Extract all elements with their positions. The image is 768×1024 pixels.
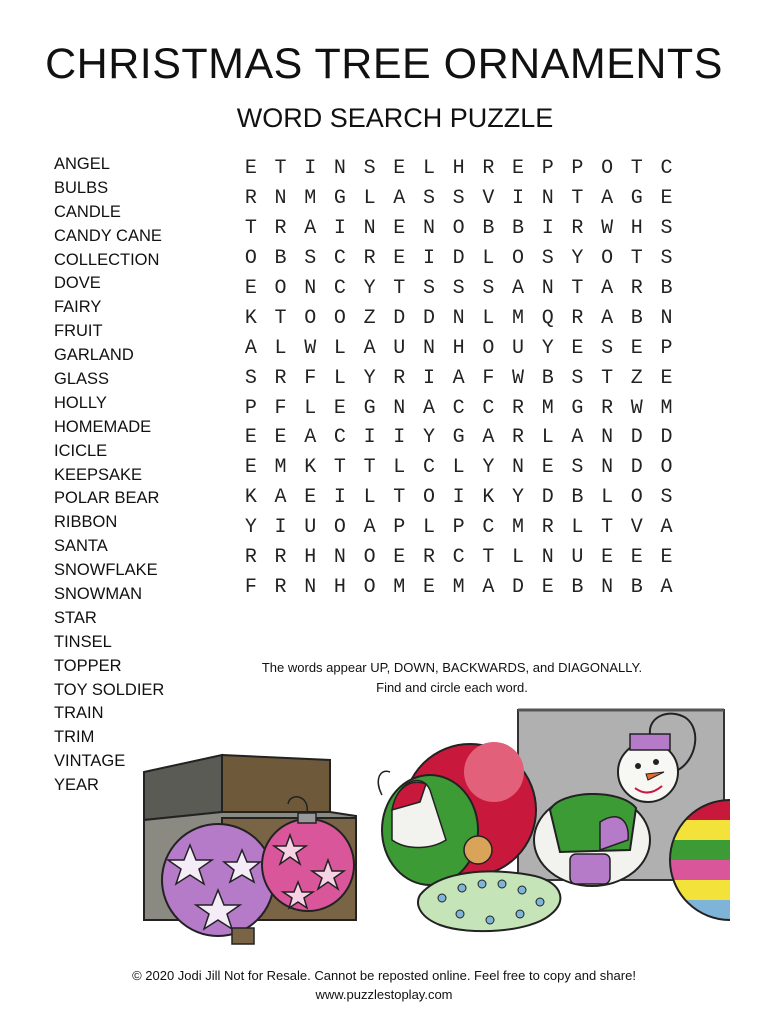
grid-letter[interactable]: E (393, 217, 406, 241)
grid-letter[interactable]: W (304, 336, 317, 360)
word-list-item: SANTA (54, 537, 108, 556)
word-list-item: TOPPER (54, 656, 122, 675)
word-list-item: HOMEMADE (54, 417, 152, 436)
grid-letter[interactable]: O (482, 336, 495, 360)
grid-letter[interactable]: C (333, 277, 346, 300)
grid-letter[interactable]: E (393, 157, 406, 181)
grid-letter[interactable]: E (244, 456, 257, 480)
grid-letter[interactable]: L (422, 516, 435, 540)
grid-letter[interactable]: O (422, 486, 435, 510)
grid-letter[interactable]: V (482, 187, 495, 211)
grid-letter[interactable]: M (393, 575, 406, 599)
grid-letter[interactable]: T (274, 157, 287, 181)
grid-letter[interactable]: L (363, 486, 376, 510)
grid-letter[interactable]: D (512, 575, 525, 599)
grid-letter[interactable]: N (541, 277, 554, 300)
grid-letter[interactable]: E (244, 277, 257, 300)
grid-letter[interactable]: A (422, 396, 435, 420)
grid-letter[interactable]: Z (363, 306, 376, 330)
grid-letter[interactable]: S (452, 187, 465, 211)
grid-letter[interactable]: U (393, 336, 406, 360)
grid-letter[interactable]: R (422, 546, 435, 570)
grid-letter[interactable]: I (452, 486, 465, 510)
footer (0, 966, 768, 1004)
word-list-item: TINSEL (54, 632, 112, 651)
grid-letter[interactable]: N (512, 456, 525, 480)
grid-letter[interactable]: M (452, 575, 465, 599)
grid-letter[interactable]: E (274, 426, 287, 450)
grid-letter[interactable]: N (601, 456, 614, 480)
grid-letter[interactable]: L (482, 247, 495, 271)
page-title: CHRISTMAS TREE ORNAMENTS (45, 40, 723, 88)
grid-letter[interactable]: S (452, 277, 465, 300)
grid-letter[interactable]: E (512, 157, 525, 181)
grid-letter[interactable]: O (333, 306, 346, 330)
grid-letter[interactable]: W (512, 366, 525, 390)
grid-letter[interactable]: R (274, 217, 287, 241)
grid-letter[interactable]: M (304, 187, 317, 211)
grid-letter[interactable]: U (512, 336, 525, 360)
grid-letter[interactable]: E (660, 366, 673, 390)
grid-letter[interactable]: N (274, 187, 287, 211)
grid-letter[interactable]: N (333, 157, 346, 181)
grid-letter[interactable]: E (393, 546, 406, 570)
grid-letter[interactable]: T (571, 277, 584, 300)
grid-letter[interactable]: Y (571, 247, 584, 271)
word-list-item: DOVE (54, 274, 101, 293)
grid-letter[interactable]: C (452, 546, 465, 570)
grid-letter[interactable]: O (660, 456, 673, 480)
grid-letter[interactable]: C (333, 247, 346, 271)
word-list-item: TOY SOLDIER (54, 680, 165, 699)
grid-letter[interactable]: H (630, 217, 643, 241)
grid-letter[interactable]: O (630, 486, 643, 510)
instructions (200, 658, 704, 698)
grid-letter[interactable]: V (630, 516, 643, 540)
grid-letter[interactable]: N (393, 396, 406, 420)
word-list-item: SNOWMAN (54, 585, 142, 604)
grid-letter[interactable]: U (571, 546, 584, 570)
grid-letter[interactable]: D (452, 247, 465, 271)
ornaments-illustration (130, 700, 730, 960)
grid-letter[interactable]: C (482, 396, 495, 420)
grid-letter[interactable]: G (333, 187, 346, 211)
grid-letter[interactable]: H (452, 157, 465, 181)
grid-letter[interactable]: I (363, 426, 376, 450)
word-list-item: GLASS (54, 370, 110, 389)
ornament-ball-icon (162, 824, 274, 944)
grid-letter[interactable]: A (482, 575, 495, 599)
grid-letter[interactable]: P (571, 157, 584, 181)
grid-letter[interactable]: C (452, 396, 465, 420)
grid-letter[interactable]: T (571, 187, 584, 211)
grid-letter[interactable]: S (571, 366, 584, 390)
page-subtitle: WORD SEARCH PUZZLE (236, 103, 554, 133)
grid-letter[interactable]: S (660, 247, 673, 271)
grid-letter[interactable]: S (541, 247, 554, 271)
grid-letter[interactable]: N (541, 546, 554, 570)
grid-letter[interactable]: A (363, 516, 376, 540)
grid-letter[interactable]: R (512, 396, 525, 420)
grid-letter[interactable]: N (541, 187, 554, 211)
grid-letter[interactable]: M (660, 396, 673, 420)
grid-letter[interactable]: S (601, 336, 614, 360)
grid-letter[interactable]: A (660, 575, 673, 599)
grid-letter[interactable]: C (422, 456, 435, 480)
grid-letter[interactable]: H (452, 336, 465, 360)
grid-letter[interactable]: Y (512, 486, 525, 510)
grid-letter[interactable]: N (304, 277, 317, 300)
grid-letter[interactable]: L (601, 486, 614, 510)
grid-letter[interactable]: D (660, 426, 673, 450)
grid-letter[interactable]: I (333, 486, 346, 510)
grid-letter[interactable]: G (571, 396, 584, 420)
grid-letter[interactable]: L (363, 187, 376, 211)
grid-letter[interactable]: B (512, 217, 525, 241)
grid-letter[interactable]: T (482, 546, 495, 570)
grid-letter[interactable]: E (601, 546, 614, 570)
word-list-item: ICICLE (54, 441, 108, 460)
word-list-item: COLLECTION (54, 250, 160, 269)
word-list-item: RIBBON (54, 513, 118, 532)
grid-letter[interactable]: P (393, 516, 406, 540)
grid-letter[interactable]: T (274, 306, 287, 330)
grid-letter[interactable]: A (304, 426, 317, 450)
grid-letter[interactable]: R (512, 426, 525, 450)
grid-letter[interactable]: L (541, 426, 554, 450)
grid-letter[interactable]: R (363, 247, 376, 271)
grid-letter[interactable]: O (244, 247, 257, 271)
grid-letter[interactable]: E (422, 575, 435, 599)
grid-letter[interactable]: B (660, 277, 673, 300)
grid-letter[interactable]: R (571, 217, 584, 241)
grid-letter[interactable]: K (244, 486, 257, 510)
grid-letter[interactable]: S (571, 456, 584, 480)
grid-letter[interactable]: N (333, 546, 346, 570)
grid-letter[interactable]: L (452, 456, 465, 480)
grid-letter[interactable]: E (393, 247, 406, 271)
grid-letter[interactable]: T (244, 217, 257, 241)
word-list-item: HOLLY (54, 393, 107, 412)
grid-letter[interactable]: E (333, 396, 346, 420)
instructions-line-1: The words appear UP, DOWN, BACKWARDS, and DIAGONALLY. (261, 660, 643, 675)
grid-letter[interactable]: I (304, 157, 317, 181)
word-list-item: CANDLE (54, 202, 121, 221)
word-list-item: KEEPSAKE (54, 465, 143, 484)
grid-letter[interactable]: A (512, 277, 525, 300)
grid-letter[interactable]: R (541, 516, 554, 540)
grid-letter[interactable]: E (660, 187, 673, 211)
instructions-line-2: Find and circle each word. (376, 680, 528, 695)
word-list-item: GARLAND (54, 346, 134, 365)
grid-letter[interactable]: S (660, 217, 673, 241)
grid-letter[interactable]: B (630, 306, 643, 330)
grid-letter[interactable]: F (304, 366, 317, 390)
grid-letter[interactable]: A (304, 217, 317, 241)
grid-letter[interactable]: N (601, 575, 614, 599)
grid-letter[interactable]: S (304, 247, 317, 271)
grid-letter[interactable]: S (422, 187, 435, 211)
word-list-item: TRAIN (54, 704, 104, 723)
grid-letter[interactable]: T (630, 157, 643, 181)
grid-letter[interactable]: Y (422, 426, 435, 450)
grid-letter[interactable]: R (630, 277, 643, 300)
grid-letter[interactable]: E (304, 486, 317, 510)
word-list-item: FRUIT (54, 322, 103, 341)
grid-letter[interactable]: L (482, 306, 495, 330)
grid-letter[interactable]: M (274, 456, 287, 480)
grid-letter[interactable]: E (630, 336, 643, 360)
grid-letter[interactable]: E (630, 546, 643, 570)
word-list-item: YEAR (54, 776, 99, 795)
grid-letter[interactable]: O (304, 306, 317, 330)
grid-letter[interactable]: R (571, 306, 584, 330)
grid-letter[interactable]: L (304, 396, 317, 420)
word-list-item: BULBS (54, 178, 109, 197)
grid-letter[interactable]: O (363, 575, 376, 599)
grid-letter[interactable]: B (541, 366, 554, 390)
grid-letter[interactable]: N (452, 306, 465, 330)
grid-letter[interactable]: C (333, 426, 346, 450)
word-list-item: CANDY CANE (54, 226, 162, 245)
grid-letter[interactable]: A (244, 336, 257, 360)
grid-letter[interactable]: M (541, 396, 554, 420)
grid-letter[interactable]: B (274, 247, 287, 271)
grid-letter[interactable]: K (244, 306, 257, 330)
word-list-item: FAIRY (54, 298, 102, 317)
grid-letter[interactable]: I (274, 516, 287, 540)
grid-letter[interactable]: Y (363, 366, 376, 390)
letter-grid (236, 154, 681, 602)
grid-letter[interactable]: A (571, 426, 584, 450)
grid-letter[interactable]: H (304, 546, 317, 570)
grid-letter[interactable]: R (244, 546, 257, 570)
grid-letter[interactable]: R (393, 366, 406, 390)
grid-letter[interactable]: L (512, 546, 525, 570)
grid-letter[interactable]: I (422, 247, 435, 271)
grid-letter[interactable]: A (660, 516, 673, 540)
grid-letter[interactable]: Q (541, 306, 554, 330)
grid-letter[interactable]: T (393, 486, 406, 510)
word-list-item: ANGEL (54, 155, 110, 173)
grid-letter[interactable]: A (363, 336, 376, 360)
grid-letter[interactable]: S (660, 486, 673, 510)
grid-letter[interactable]: O (452, 217, 465, 241)
grid-letter[interactable]: T (601, 516, 614, 540)
grid-letter[interactable]: G (630, 187, 643, 211)
grid-letter[interactable]: R (274, 366, 287, 390)
word-list-item: SNOWFLAKE (54, 561, 158, 580)
grid-letter[interactable]: F (482, 366, 495, 390)
grid-letter[interactable]: A (601, 277, 614, 300)
grid-letter[interactable]: E (660, 546, 673, 570)
grid-letter[interactable]: W (630, 396, 643, 420)
grid-letter[interactable]: O (274, 277, 287, 300)
grid-letter[interactable]: R (482, 157, 495, 181)
grid-letter[interactable]: P (452, 516, 465, 540)
grid-letter[interactable]: M (512, 516, 525, 540)
grid-letter[interactable]: I (512, 187, 525, 211)
grid-letter[interactable]: T (333, 456, 346, 480)
grid-letter[interactable]: E (541, 456, 554, 480)
grid-letter[interactable]: N (304, 575, 317, 599)
grid-letter[interactable]: Y (541, 336, 554, 360)
grid-letter[interactable]: T (393, 277, 406, 300)
grid-letter[interactable]: Y (482, 456, 495, 480)
grid-letter[interactable]: C (482, 516, 495, 540)
grid-letter[interactable]: D (422, 306, 435, 330)
grid-letter[interactable]: B (630, 575, 643, 599)
grid-letter[interactable]: R (274, 546, 287, 570)
grid-letter[interactable]: D (541, 486, 554, 510)
grid-letter[interactable]: O (363, 546, 376, 570)
grid-letter[interactable]: L (333, 336, 346, 360)
grid-letter[interactable]: P (541, 157, 554, 181)
grid-letter[interactable]: Y (363, 277, 376, 300)
grid-letter[interactable]: S (244, 366, 257, 390)
grid-letter[interactable]: L (274, 336, 287, 360)
grid-letter[interactable]: K (482, 486, 495, 510)
grid-letter[interactable]: T (601, 366, 614, 390)
grid-letter[interactable]: H (333, 575, 346, 599)
string-lights-icon (418, 872, 560, 932)
grid-letter[interactable]: E (541, 575, 554, 599)
word-list-item: STAR (54, 608, 97, 627)
grid-letter[interactable]: L (393, 456, 406, 480)
grid-letter[interactable]: G (363, 396, 376, 420)
grid-letter[interactable]: L (333, 366, 346, 390)
grid-letter[interactable]: A (274, 486, 287, 510)
grid-letter[interactable]: I (541, 217, 554, 241)
grid-letter[interactable]: N (422, 217, 435, 241)
grid-letter[interactable]: S (422, 277, 435, 300)
grid-letter[interactable]: E (244, 157, 257, 181)
word-list-item: POLAR BEAR (54, 489, 160, 508)
grid-letter[interactable]: I (422, 366, 435, 390)
grid-letter[interactable]: Y (244, 516, 257, 540)
grid-letter[interactable]: F (274, 396, 287, 420)
grid-letter[interactable]: D (393, 306, 406, 330)
copyright-notice: © 2020 Jodi Jill Not for Resale. Cannot be reposted online. Feel free to copy and share! (132, 968, 636, 983)
grid-letter[interactable]: I (333, 217, 346, 241)
word-list-item: VINTAGE (54, 752, 126, 771)
grid-letter[interactable]: A (482, 426, 495, 450)
grid-letter[interactable]: G (452, 426, 465, 450)
grid-letter[interactable]: O (333, 516, 346, 540)
grid-letter[interactable]: R (244, 187, 257, 211)
grid-letter[interactable]: F (244, 575, 257, 599)
grid-letter[interactable]: C (660, 157, 673, 181)
grid-letter[interactable]: A (601, 306, 614, 330)
grid-letter[interactable]: M (512, 306, 525, 330)
grid-letter[interactable]: I (393, 426, 406, 450)
grid-letter[interactable]: A (452, 366, 465, 390)
grid-letter[interactable]: N (601, 426, 614, 450)
grid-letter[interactable]: P (660, 336, 673, 360)
grid-letter[interactable]: L (571, 516, 584, 540)
grid-letter[interactable]: E (571, 336, 584, 360)
word-list-item: TRIM (54, 728, 95, 747)
website-link[interactable]: www.puzzlestoplay.com (315, 987, 453, 1002)
grid-letter[interactable]: S (363, 157, 376, 181)
grid-letter[interactable]: K (304, 456, 317, 480)
grid-letter[interactable]: B (571, 486, 584, 510)
grid-letter[interactable]: L (422, 157, 435, 181)
grid-letter[interactable]: R (601, 396, 614, 420)
grid-letter[interactable]: Z (630, 366, 643, 390)
grid-letter[interactable]: T (363, 456, 376, 480)
grid-letter[interactable]: B (571, 575, 584, 599)
grid-letter[interactable]: S (482, 277, 495, 300)
grid-letter[interactable]: E (244, 426, 257, 450)
grid-letter[interactable]: O (601, 247, 614, 271)
grid-letter[interactable]: A (601, 187, 614, 211)
grid-letter[interactable]: B (482, 217, 495, 241)
grid-letter[interactable]: T (630, 247, 643, 271)
grid-letter[interactable]: P (244, 396, 257, 420)
grid-letter[interactable]: N (422, 336, 435, 360)
grid-letter[interactable]: A (393, 187, 406, 211)
grid-letter[interactable]: N (660, 306, 673, 330)
grid-letter[interactable]: D (630, 426, 643, 450)
grid-letter[interactable]: O (512, 247, 525, 271)
grid-letter[interactable]: N (363, 217, 376, 241)
grid-letter[interactable]: R (274, 575, 287, 599)
grid-letter[interactable]: D (630, 456, 643, 480)
grid-letter[interactable]: W (601, 217, 614, 241)
grid-letter[interactable]: O (601, 157, 614, 181)
grid-letter[interactable]: U (304, 516, 317, 540)
